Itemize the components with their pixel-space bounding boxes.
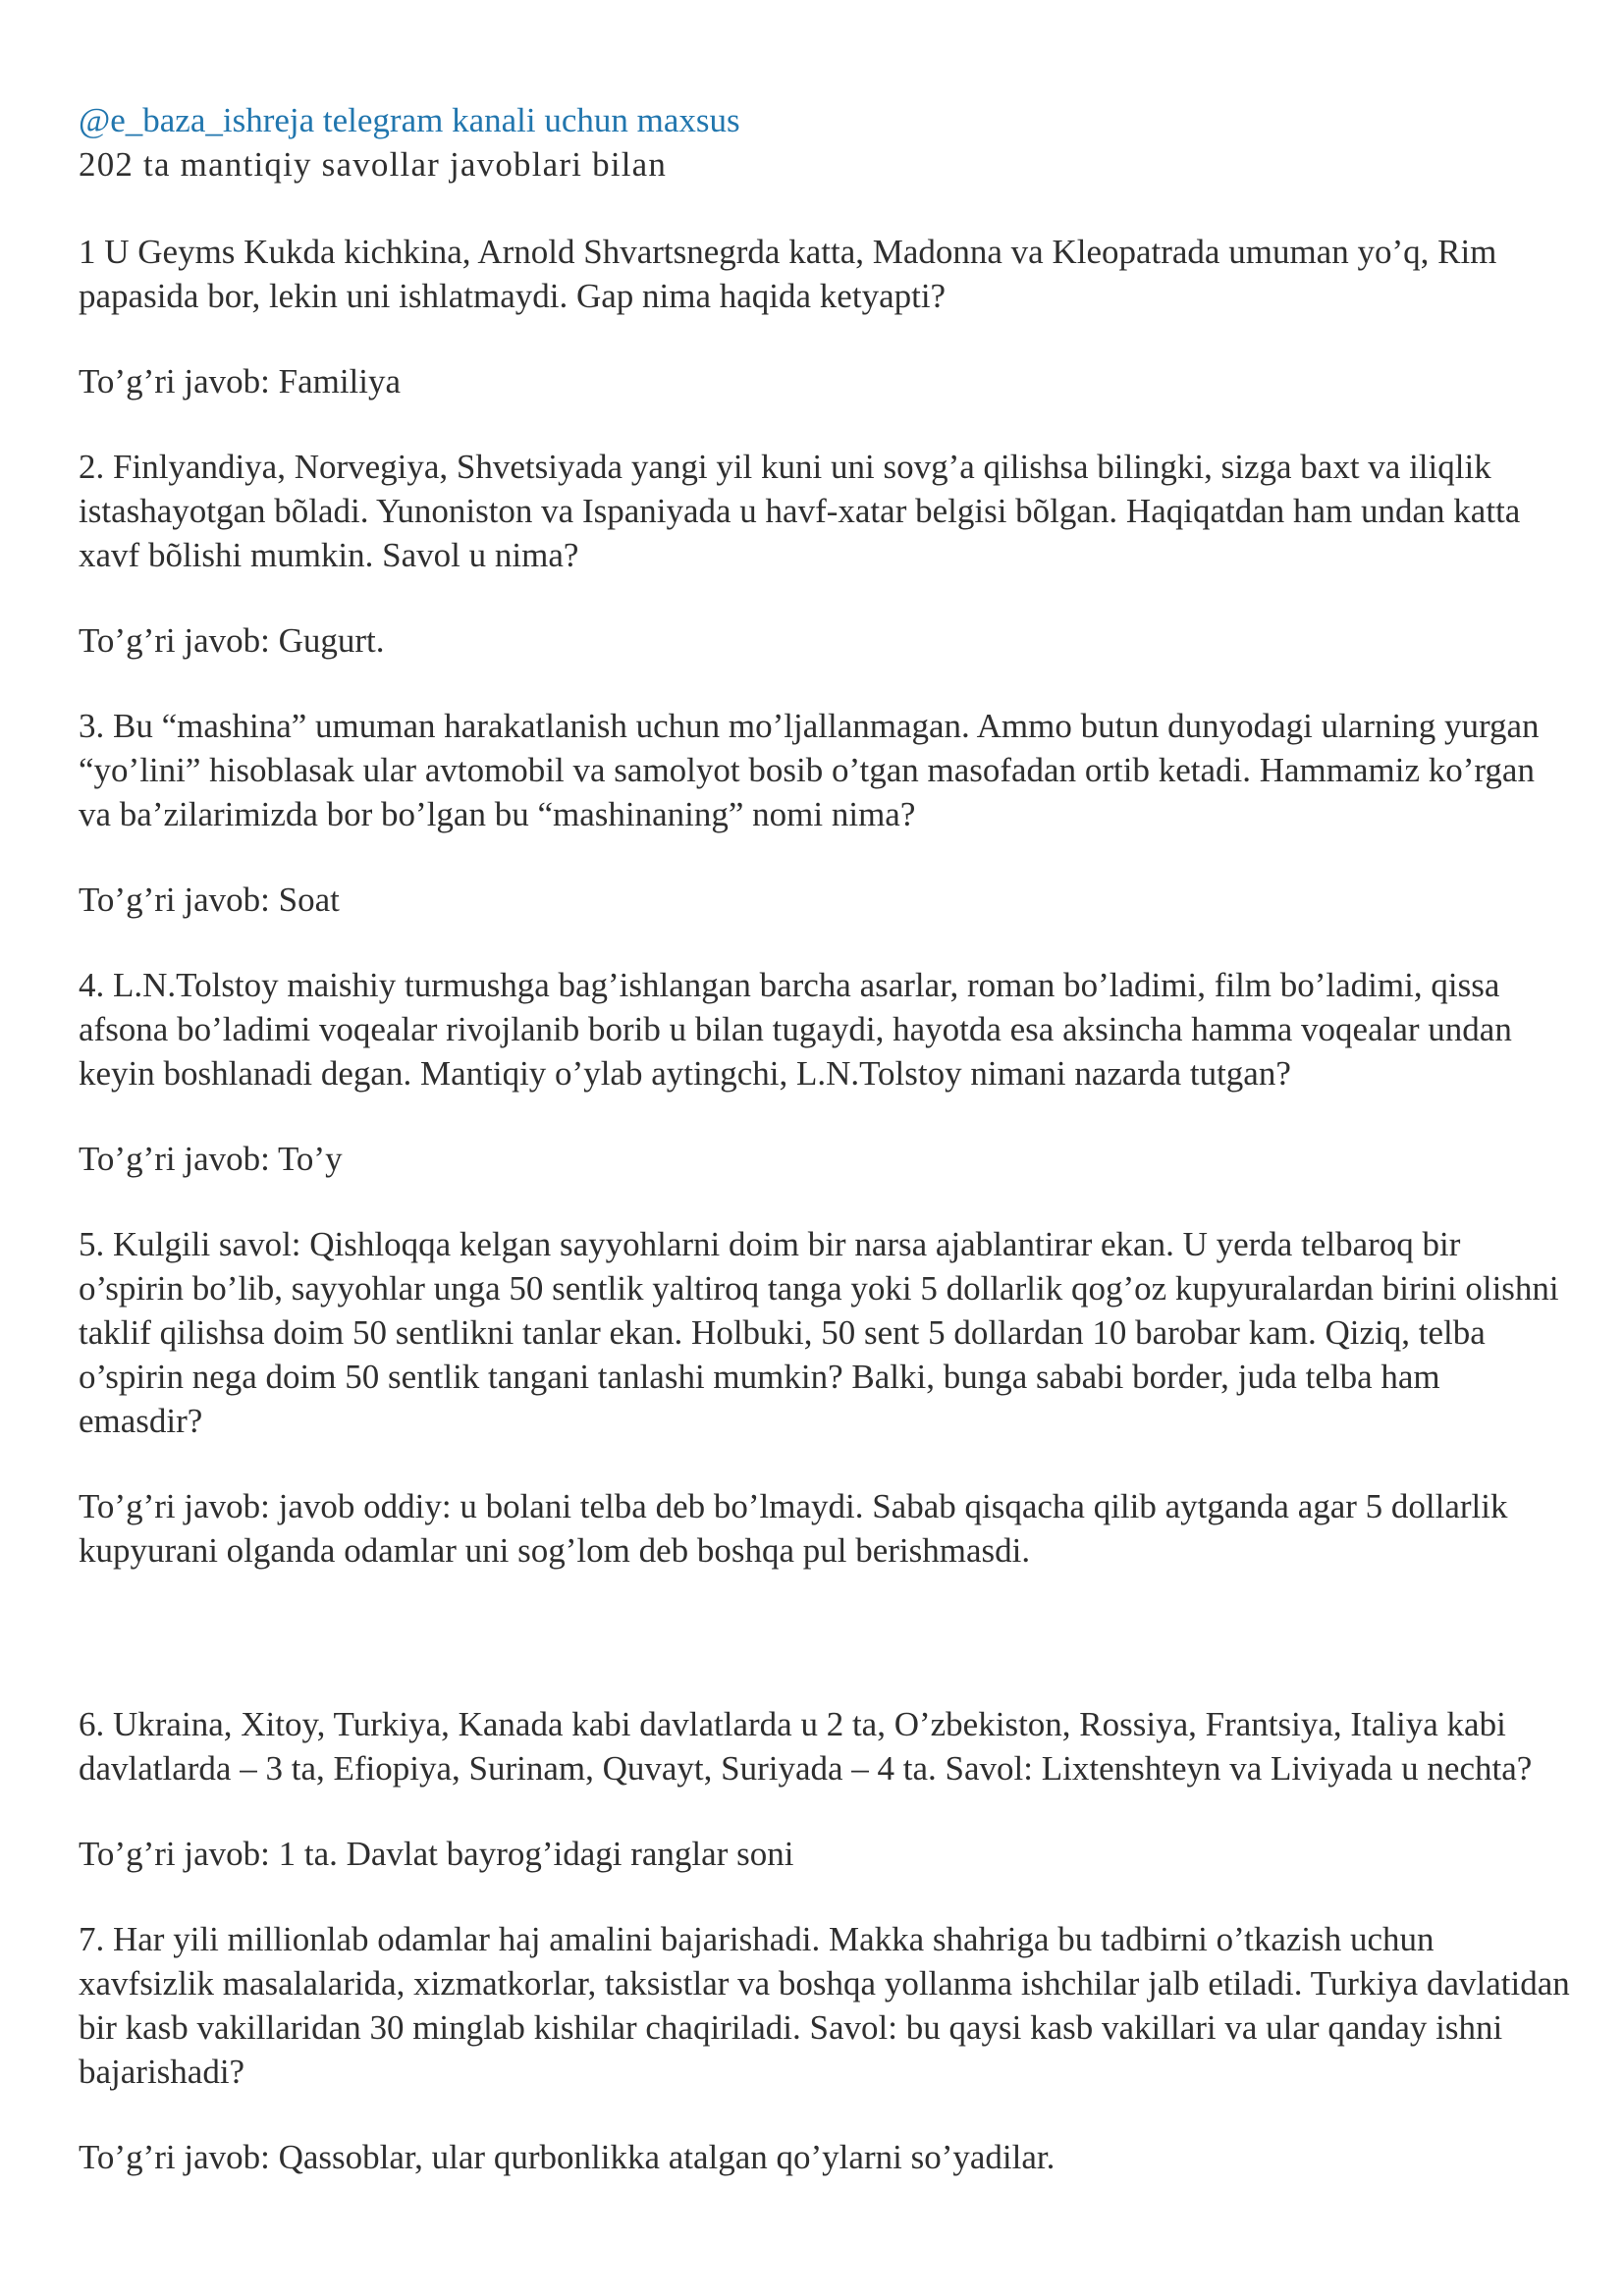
answer-2: To’g’ri javob: Gugurt. bbox=[79, 621, 385, 660]
question-4: 4. L.N.Tolstoy maishiy turmushga bag’ishlangan barcha asarlar, roman bo’ladimi, film bo’ladimi, qissa afsona bo’ladimi voqealar rivojlanib borib u bilan tugaydi, hayotda esa aksincha hamma voqealar undan keyin boshlanadi degan. Mantiqiy o’ylab aytingchi, L.N.Tolstoy nimani nazarda tutgan? bbox=[79, 966, 1512, 1093]
answer-3: To’g’ri javob: Soat bbox=[79, 881, 340, 919]
section-spacer bbox=[79, 1614, 1571, 1702]
answer-4: To’g’ri javob: To’y bbox=[79, 1140, 343, 1178]
question-6: 6. Ukraina, Xitoy, Turkiya, Kanada kabi davlatlarda u 2 ta, O’zbekiston, Rossiya, Frantsiya, Italiya kabi davlatlarda – 3 ta, Efiopiya, Surinam, Quvayt, Suriyada – 4 ta. Savol: Lixtenshteyn va Liviyada u nechta? bbox=[79, 1705, 1533, 1788]
answer-6: To’g’ri javob: 1 ta. Davlat bayrog’idagi ranglar soni bbox=[79, 1835, 794, 1873]
channel-link[interactable]: @e_baza_ishreja telegram kanali uchun maxsus bbox=[79, 101, 740, 139]
document-page bbox=[79, 98, 1571, 2220]
question-2: 2. Finlyandiya, Norvegiya, Shvetsiyada yangi yil kuni uni sovg’a qilishsa bilingki, sizga baxt va iliqlik istashayotgan bõladi. Yunoniston va Ispaniyada u havf-xatar belgisi bõlgan. Haqiqatdan ham undan katta xavf bõlishi mumkin. Savol u nima? bbox=[79, 448, 1521, 574]
question-5: 5. Kulgili savol: Qishloqqa kelgan sayyohlarni doim bir narsa ajablantirar ekan. U yerda telbaroq bir o’spirin bo’lib, sayyohlar unga 50 sentlik yaltiroq tanga yoki 5 dollarlik qog’oz kupyuralardan birini olishni taklif qilishsa doim 50 sentlikni tanlar ekan. Holbuki, 50 sent 5 dollardan 10 barobar kam. Qiziq, telba o’spirin nega doim 50 sentlik tangani tanlashi mumkin? Balki, bunga sababi border, juda telba ham emasdir? bbox=[79, 1225, 1559, 1440]
answer-5: To’g’ri javob: javob oddiy: u bolani telba deb bo’lmaydi. Sabab qisqacha qilib aytganda agar 5 dollarlik kupyurani olganda odamlar uni sog’lom deb boshqa pul berishmasdi. bbox=[79, 1487, 1508, 1570]
document-subtitle: 202 ta mantiqiy savollar javoblari bilan bbox=[79, 145, 668, 184]
question-7: 7. Har yili millionlab odamlar haj amalini bajarishadi. Makka shahriga bu tadbirni o’tkazish uchun xavfsizlik masalalarida, xizmatkorlar, taksistlar va boshqa yollanma ishchilar jalb etiladi. Turkiya davlatidan bir kasb vakillaridan 30 minglab kishilar chaqiriladi. Savol: bu qaysi kasb vakillari va ular qanday ishni bajarishadi? bbox=[79, 1920, 1570, 2091]
question-3: 3. Bu “mashina” umuman harakatlanish uchun mo’ljallanmagan. Ammo butun dunyodagi ularning yurgan “yo’lini” hisoblasak ular avtomobil va samolyot bosib o’tgan masofadan ortib ketadi. Hammamiz ko’rgan va ba’zilarimizda bor bo’lgan bu “mashinaning” nomi nima? bbox=[79, 707, 1540, 833]
answer-7: To’g’ri javob: Qassoblar, ular qurbonlikka atalgan qo’ylarni so’yadilar. bbox=[79, 2138, 1056, 2176]
answer-1: To’g’ri javob: Familiya bbox=[79, 362, 402, 400]
question-1: 1 U Geyms Kukda kichkina, Arnold Shvartsnegrda katta, Madonna va Kleopatrada umuman yo’q, Rim papasida bor, lekin uni ishlatmaydi. Gap nima haqida ketyapti? bbox=[79, 233, 1497, 315]
